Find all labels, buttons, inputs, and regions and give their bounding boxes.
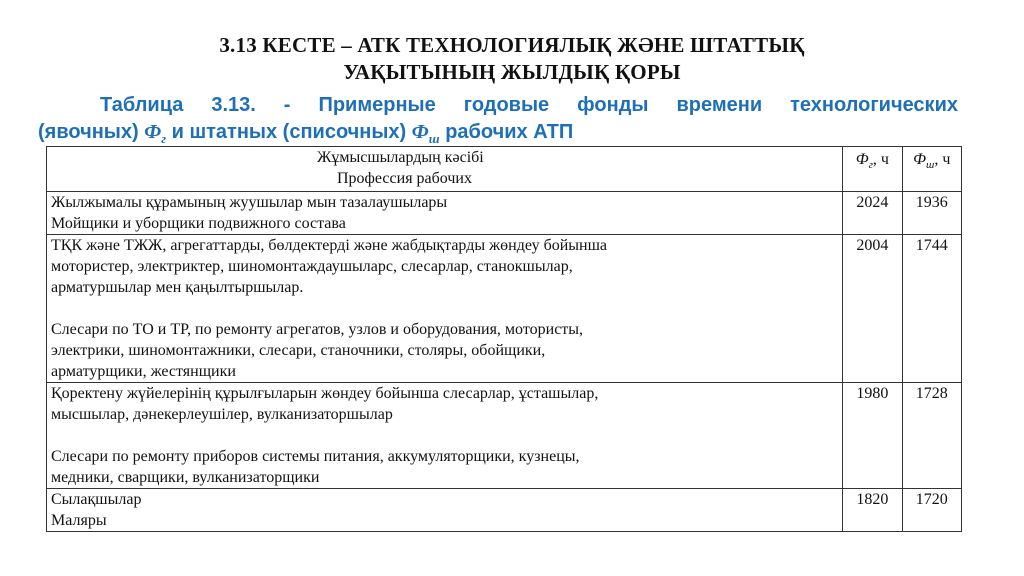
header-profession-kz: Жұмысшылардың кәсібі bbox=[317, 149, 484, 166]
table-row bbox=[47, 235, 962, 383]
profession-kz: мотористер, электриктер, шиномонтаждаушыларс, слесарлар, станокшылар, bbox=[51, 258, 573, 275]
profession-ru: медники, сварщики, вулканизаторщики bbox=[51, 469, 320, 486]
profession-cell bbox=[47, 383, 843, 489]
title-ru-text-a: (явочных) bbox=[38, 121, 145, 143]
profession-ru: арматурщики, жестянщики bbox=[51, 363, 236, 380]
title-ru-line-1: Таблица 3.13. - Примерные годовые фонды времени технологических bbox=[100, 94, 958, 116]
phi-sh-value: 1728 bbox=[902, 383, 961, 489]
phi-sh-value: 1720 bbox=[902, 489, 961, 532]
header-phi-sh: $Ф_ш$, ч bbox=[902, 147, 961, 192]
profession-kz: арматуршылар мен қаңылтыршылар. bbox=[51, 279, 304, 296]
profession-ru: Слесари по ТО и ТР, по ремонту агрегатов, узлов и оборудования, мотористы, bbox=[51, 321, 584, 338]
phi-sh-value: 1936 bbox=[902, 192, 961, 235]
profession-kz: мысшылар, дәнекерлеушілер, вулканизаторшылар bbox=[51, 406, 393, 423]
table-header-row bbox=[47, 147, 962, 192]
header-phi-t: $Ф_г$, ч bbox=[843, 147, 902, 192]
header-profession-ru: Профессия рабочих bbox=[337, 170, 472, 187]
profession-ru: электрики, шиномонтажники, слесари, станочники, столяры, обойщики, bbox=[51, 342, 546, 359]
profession-ru: Слесари по ремонту приборов системы питания, аккумуляторщики, кузнецы, bbox=[51, 448, 580, 465]
profession-cell bbox=[47, 192, 843, 235]
phi-sh-symbol: $Ф_ш$ bbox=[411, 121, 440, 146]
header-profession bbox=[47, 147, 843, 192]
phi-t-value: 1820 bbox=[843, 489, 902, 532]
work-time-table bbox=[46, 146, 962, 532]
table-row bbox=[47, 383, 962, 489]
phi-sh-value: 1744 bbox=[902, 235, 961, 383]
table-row bbox=[47, 489, 962, 532]
title-kz-line-1: 3.13 КЕСТЕ – АТК ТЕХНОЛОГИЯЛЫҚ ЖӘНЕ ШТАТТЫҚ bbox=[219, 33, 805, 57]
blank-line bbox=[51, 298, 838, 319]
profession-ru: Маляры bbox=[51, 512, 107, 529]
title-ru-text-c: рабочих АТП bbox=[439, 121, 574, 143]
phi-t-symbol: $Ф_г$ bbox=[144, 121, 167, 146]
profession-kz: Жылжымалы құрамының жуушылар мын тазалаушылары bbox=[51, 194, 448, 211]
table-row bbox=[47, 192, 962, 235]
profession-cell bbox=[47, 235, 843, 383]
blank-line bbox=[51, 425, 838, 446]
phi-t-value: 2004 bbox=[843, 235, 902, 383]
table-title-russian bbox=[38, 92, 958, 152]
profession-cell bbox=[47, 489, 843, 532]
table-title-kazakh bbox=[0, 32, 1024, 86]
profession-ru: Мойщики и уборщики подвижного состава bbox=[51, 215, 346, 232]
profession-kz: Сылақшылар bbox=[51, 491, 142, 508]
phi-t-value: 1980 bbox=[843, 383, 902, 489]
title-ru-text-b: и штатных (списочных) bbox=[166, 121, 412, 143]
title-kz-line-2: УАҚЫТЫНЫҢ ЖЫЛДЫҚ ҚОРЫ bbox=[343, 60, 681, 84]
phi-t-value: 2024 bbox=[843, 192, 902, 235]
profession-kz: Қоректену жүйелерінің құрылғыларын жөндеу бойынша слесарлар, ұсташылар, bbox=[51, 385, 599, 402]
profession-kz: ТҚК және ТЖЖ, агрегаттарды, бөлдектерді және жабдықтарды жөндеу бойынша bbox=[51, 237, 608, 254]
